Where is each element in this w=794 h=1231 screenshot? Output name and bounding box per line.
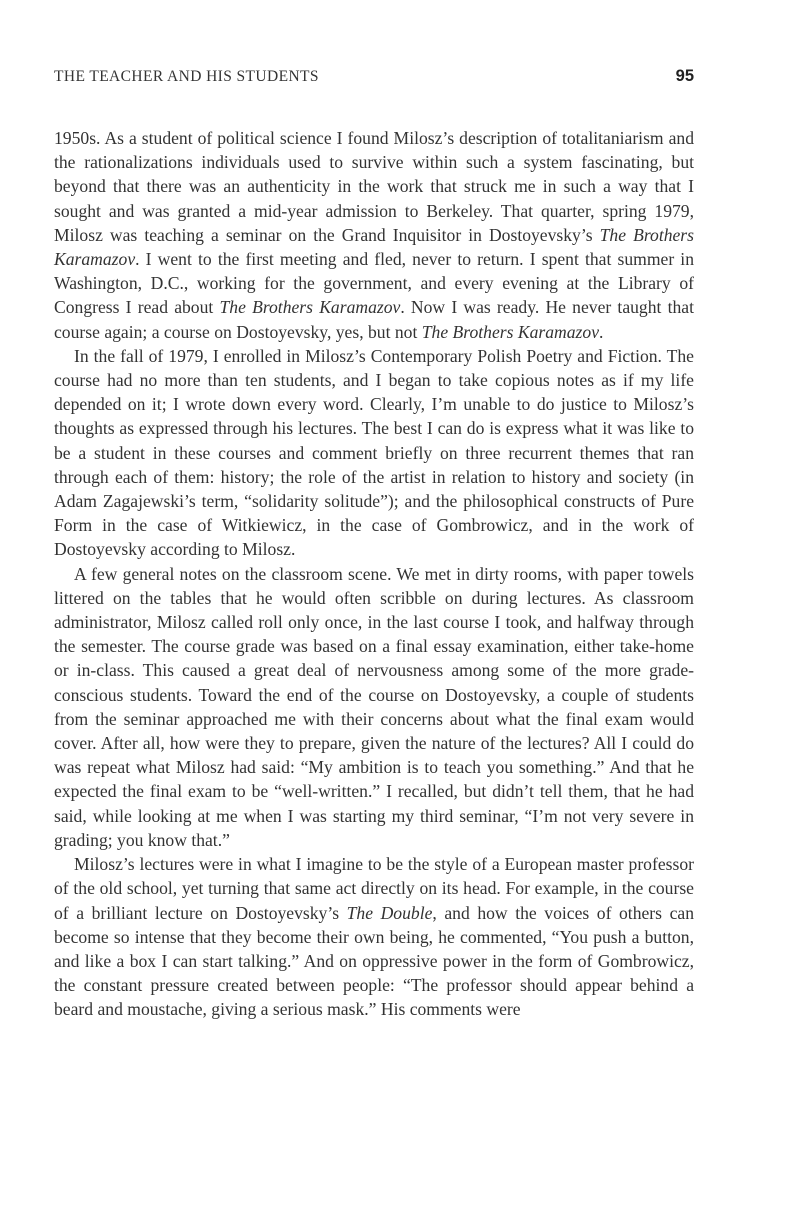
paragraph-1 xyxy=(54,126,694,344)
book-title: The Brothers Karamazov xyxy=(54,224,695,270)
text-run: . Now I was ready. He never taught that course again; a course on Dostoyevsky, yes, but not xyxy=(54,297,694,342)
page-number: 95 xyxy=(675,67,694,85)
paragraph-4 xyxy=(54,852,694,1021)
book-title: The Brothers Karamazov xyxy=(219,297,401,318)
text-run: , and how the voices of others can become so intense that they become their own being, he commented, “You push a button, and like a box I can start talking.” And on oppressive power in the form of Gombrowicz, the constant pressure created between people: “The professor should appear behind a beard and moustache, giving a serious mask.” His comments were xyxy=(54,902,694,1020)
book-title: The Double xyxy=(346,902,433,923)
text-run: . xyxy=(599,321,604,342)
text-run: In the fall of 1979, I enrolled in Milosz’s Contemporary Polish Poetry and Fiction. The course had no more than ten students, and I began to take copious notes as if my life depended on it; I wrote down every word. Clearly, I’m unable to do justice to Milosz’s thoughts as expressed through his lectures. The best I can do is express what it was like to be a student in these courses and comment briefly on three recurrent themes that ran through each of them: history; the role of the artist in relation to history and society (in Adam Zagajewski’s term, “solidarity solitude”); and the philosophical constructs of Pure Form in the case of Witkiewicz, in the case of Gombrowicz, and in the work of Dostoyevsky according to Milosz. xyxy=(54,345,694,560)
text-run: . I went to the first meeting and fled, never to return. I spent that summer in Washington, D.C., working for the government, and every evening at the Library of Congress I read about xyxy=(54,249,694,318)
text-run: Milosz’s lectures were in what I imagine to be the style of a European master professor of the old school, yet turning that same act directly on its head. For example, in the course of a brilliant lecture on Dostoyevsky’s xyxy=(54,854,694,923)
body-text xyxy=(54,126,694,1022)
paragraph-3 xyxy=(54,562,694,852)
running-head xyxy=(54,68,694,92)
running-title: THE TEACHER AND HIS STUDENTS xyxy=(54,68,319,85)
text-run: 1950s. As a student of political science I found Milosz’s description of totalitaniarism and the rationalizations individuals used to survive within such a system fascinating, but beyond that there was an authenticity in the work that struck me in such a way that I sought and was granted a mid-year admission to Berkeley. That quarter, spring 1979, Milosz was teaching a seminar on the Grand Inquisitor in Dostoyevsky’s xyxy=(54,128,694,245)
book-title: The Brothers Karamazov xyxy=(421,321,600,342)
book-page xyxy=(54,0,694,1231)
paragraph-2 xyxy=(54,344,694,562)
text-run: A few general notes on the classroom scene. We met in dirty rooms, with paper towels littered on the tables that he would often scribble on during lectures. As classroom administrator, Milosz called roll only once, in the last course I took, and halfway through the semester. The course grade was based on a final essay examination, either take-home or in-class. This caused a great deal of nervousness among some of the more grade-conscious students. Toward the end of the course on Dostoyevsky, a couple of students from the seminar approached me with their concerns about what the final exam would cover. After all, how were they to prepare, given the nature of the lectures? All I could do was repeat what Milosz had said: “My ambition is to teach you something.” And that he expected the final exam to be “well-written.” I recalled, but didn’t tell them, that he had said, while looking at me when I was starting my third seminar, “I’m not very severe in grading; you know that.” xyxy=(54,563,694,850)
